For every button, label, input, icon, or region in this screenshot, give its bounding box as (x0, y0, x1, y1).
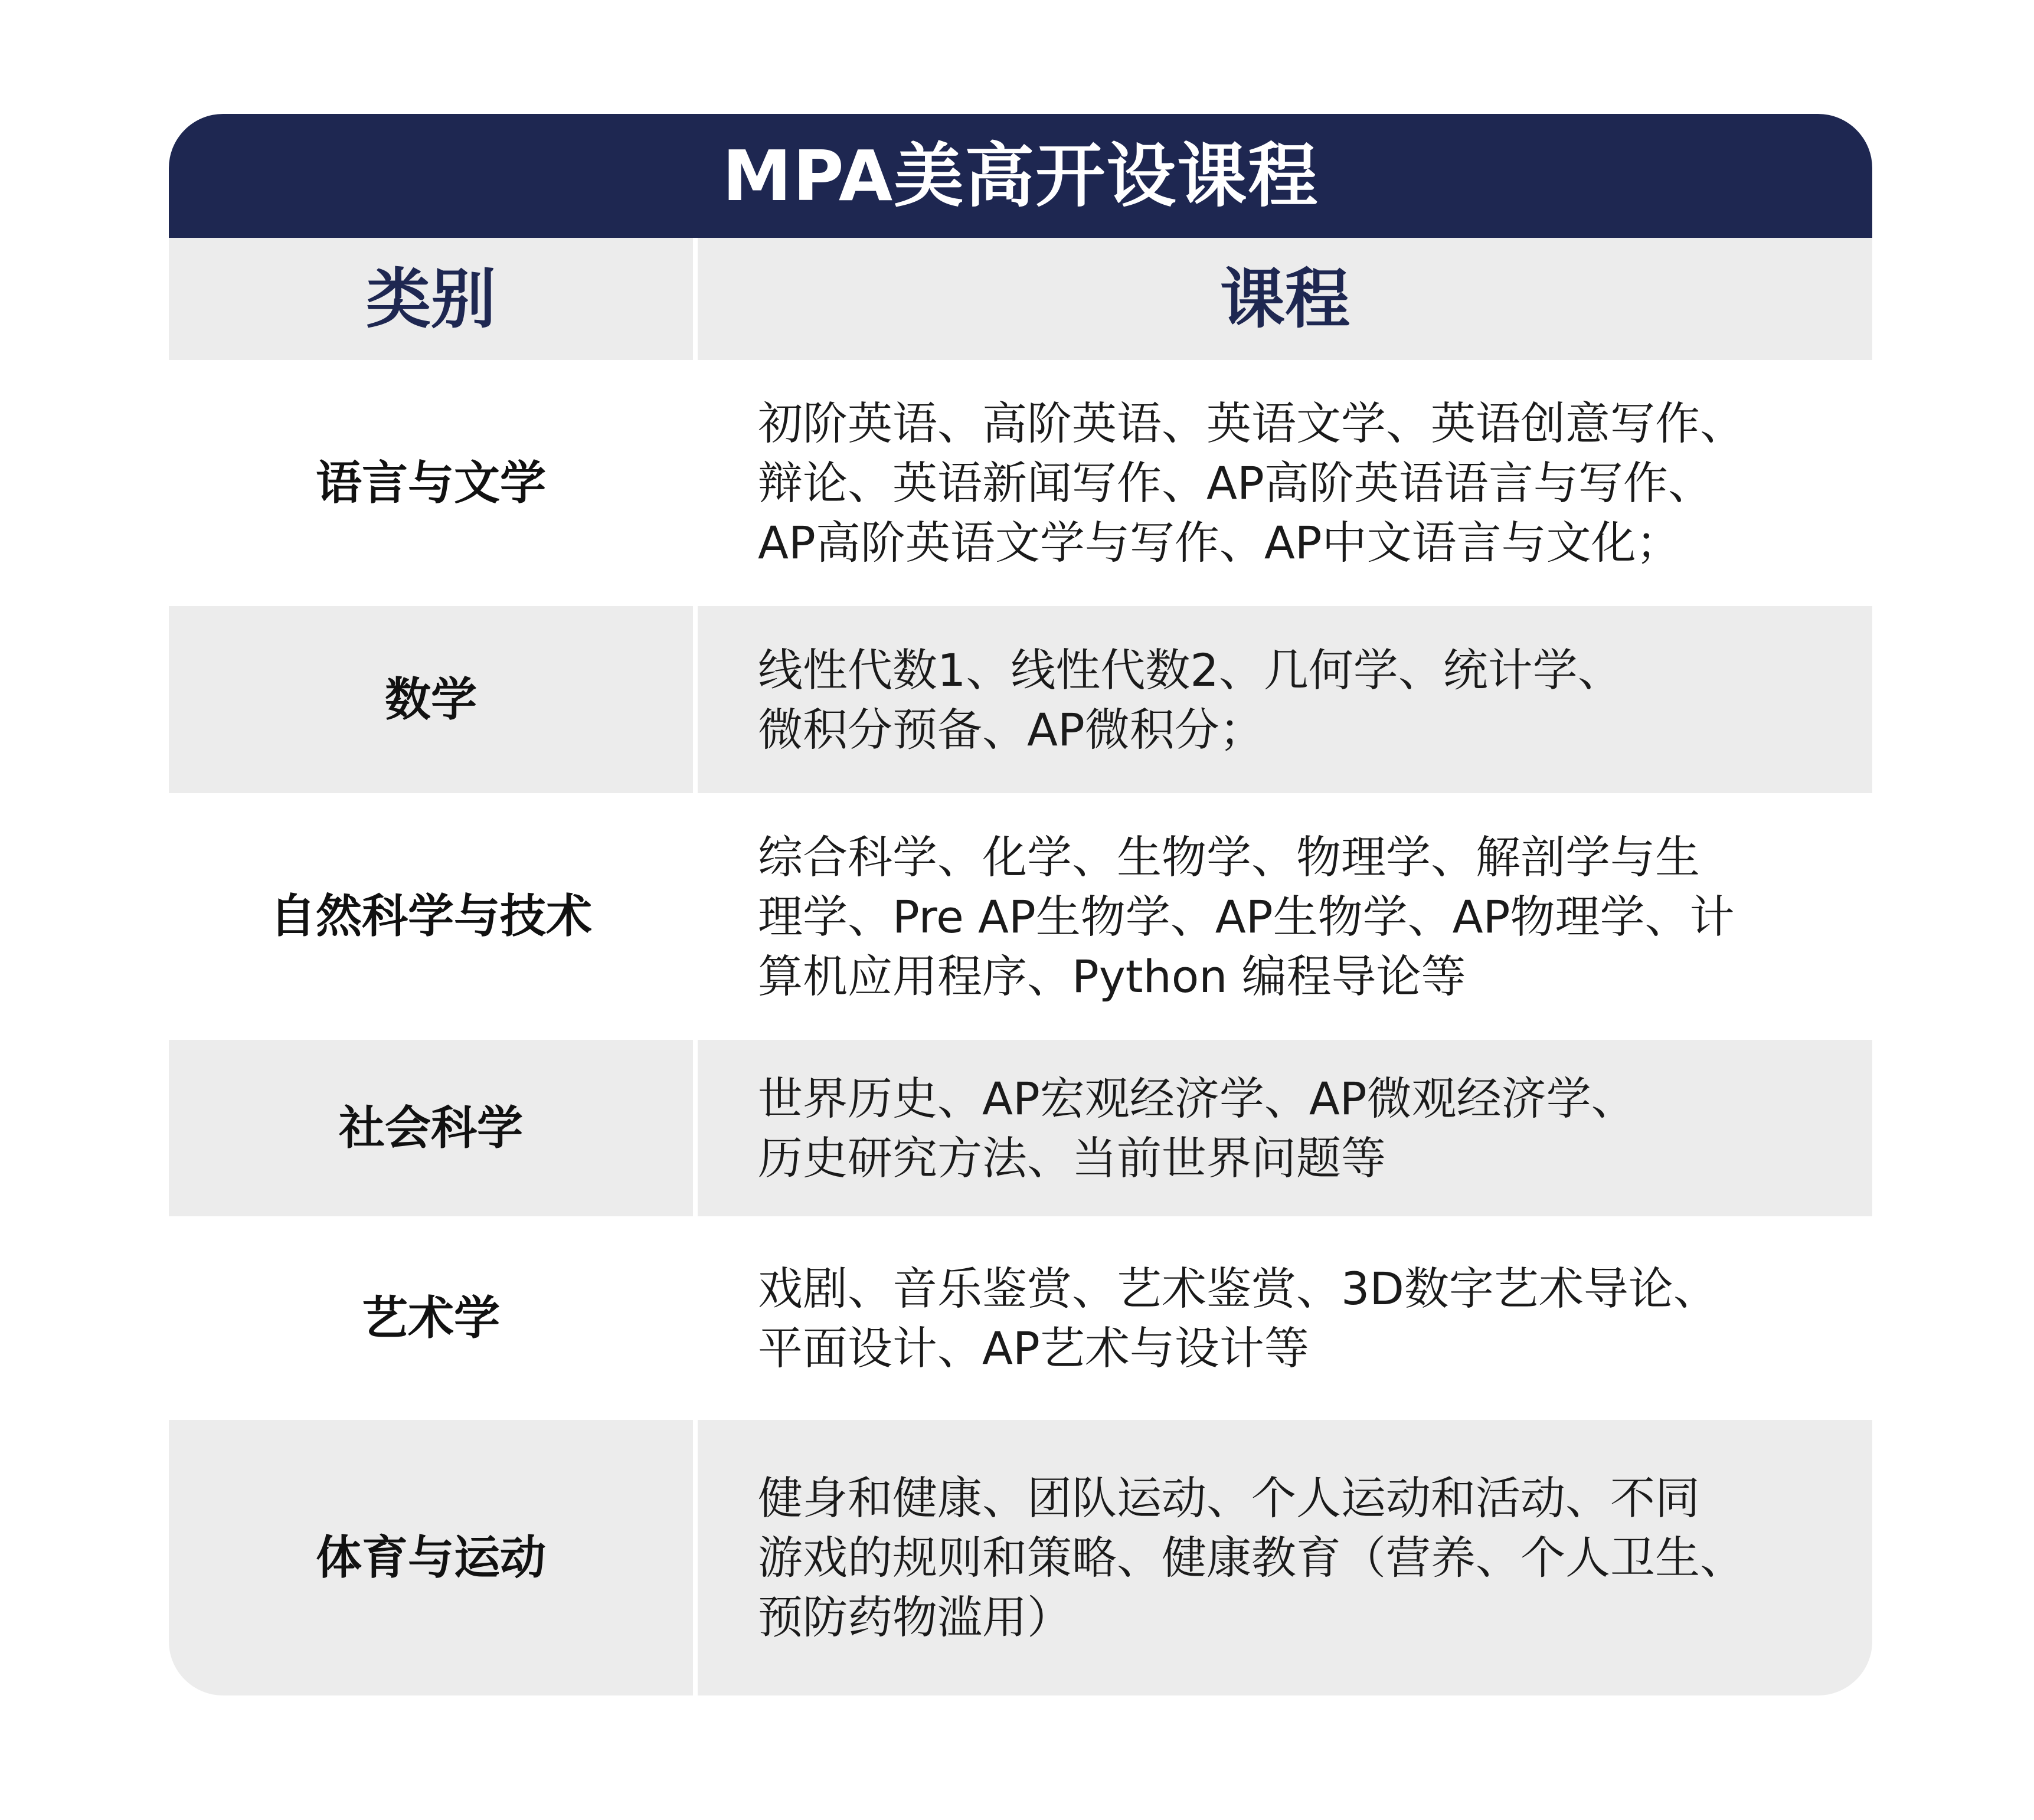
course-line: 健身和健康、团队运动、个人运动和活动、不同 (758, 1472, 1700, 1524)
course-line: 预防药物滥用） (758, 1591, 1072, 1644)
header-category-label: 类别 (366, 261, 496, 337)
courses-cell (698, 1040, 1872, 1216)
course-line: 辩论、英语新闻写作、AP高阶英语语言与写作、 (758, 457, 1713, 509)
table-row (169, 1216, 1872, 1420)
category-label: 艺术学 (361, 1291, 500, 1345)
courses-cell (698, 1420, 1872, 1695)
course-line: 理学、Pre AP生物学、AP生物学、AP物理学、计 (758, 890, 1735, 943)
category-cell (169, 1040, 693, 1216)
category-cell (169, 606, 693, 793)
column-divider (693, 1040, 698, 1216)
column-divider (693, 360, 698, 606)
category-cell (169, 1420, 693, 1695)
category-cell (169, 793, 693, 1040)
column-divider (693, 238, 698, 360)
column-divider (693, 793, 698, 1040)
courses-cell (698, 360, 1872, 606)
category-cell (169, 1216, 693, 1420)
course-line: 算机应用程序、Python 编程导论等 (758, 950, 1466, 1003)
category-label: 自然科学与技术 (269, 890, 592, 943)
table-title-bar (169, 114, 1872, 238)
table-title: MPA美高开设课程 (722, 135, 1319, 217)
course-line: 戏剧、音乐鉴赏、艺术鉴赏、3D数字艺术导论、 (758, 1262, 1718, 1315)
table-row (169, 793, 1872, 1040)
category-label: 体育与运动 (315, 1531, 546, 1585)
column-divider (693, 606, 698, 793)
courses-table (169, 238, 1872, 1695)
courses-cell (698, 1216, 1872, 1420)
courses-cell (698, 606, 1872, 793)
courses-table-card (169, 114, 1872, 1695)
course-line: 世界历史、AP宏观经济学、AP微观经济学、 (758, 1072, 1636, 1125)
header-category-cell (169, 238, 693, 360)
table-row (169, 1420, 1872, 1695)
course-line: 线性代数1、线性代数2、几何学、统计学、 (758, 643, 1623, 696)
header-courses-label: 课程 (1220, 261, 1350, 337)
category-label: 社会科学 (338, 1101, 523, 1155)
course-line: 游戏的规则和策略、健康教育（营养、个人卫生、 (758, 1531, 1745, 1584)
category-label: 数学 (384, 673, 477, 726)
column-divider (693, 1420, 698, 1695)
table-header-row (169, 238, 1872, 360)
column-divider (693, 1216, 698, 1420)
table-row (169, 360, 1872, 606)
category-label: 语言与文学 (315, 456, 546, 510)
table-row (169, 606, 1872, 793)
header-courses-cell (698, 238, 1872, 360)
category-cell (169, 360, 693, 606)
course-line: 综合科学、化学、生物学、物理学、解剖学与生 (758, 830, 1700, 883)
course-line: 微积分预备、AP微积分； (758, 703, 1264, 756)
course-line: AP高阶英语文学与写作、AP中文语言与文化； (758, 516, 1681, 569)
courses-cell (698, 793, 1872, 1040)
course-line: 初阶英语、高阶英语、英语文学、英语创意写作、 (758, 397, 1745, 450)
course-line: 平面设计、AP艺术与设计等 (758, 1321, 1309, 1374)
course-line: 历史研究方法、当前世界问题等 (758, 1131, 1386, 1184)
table-row (169, 1040, 1872, 1216)
